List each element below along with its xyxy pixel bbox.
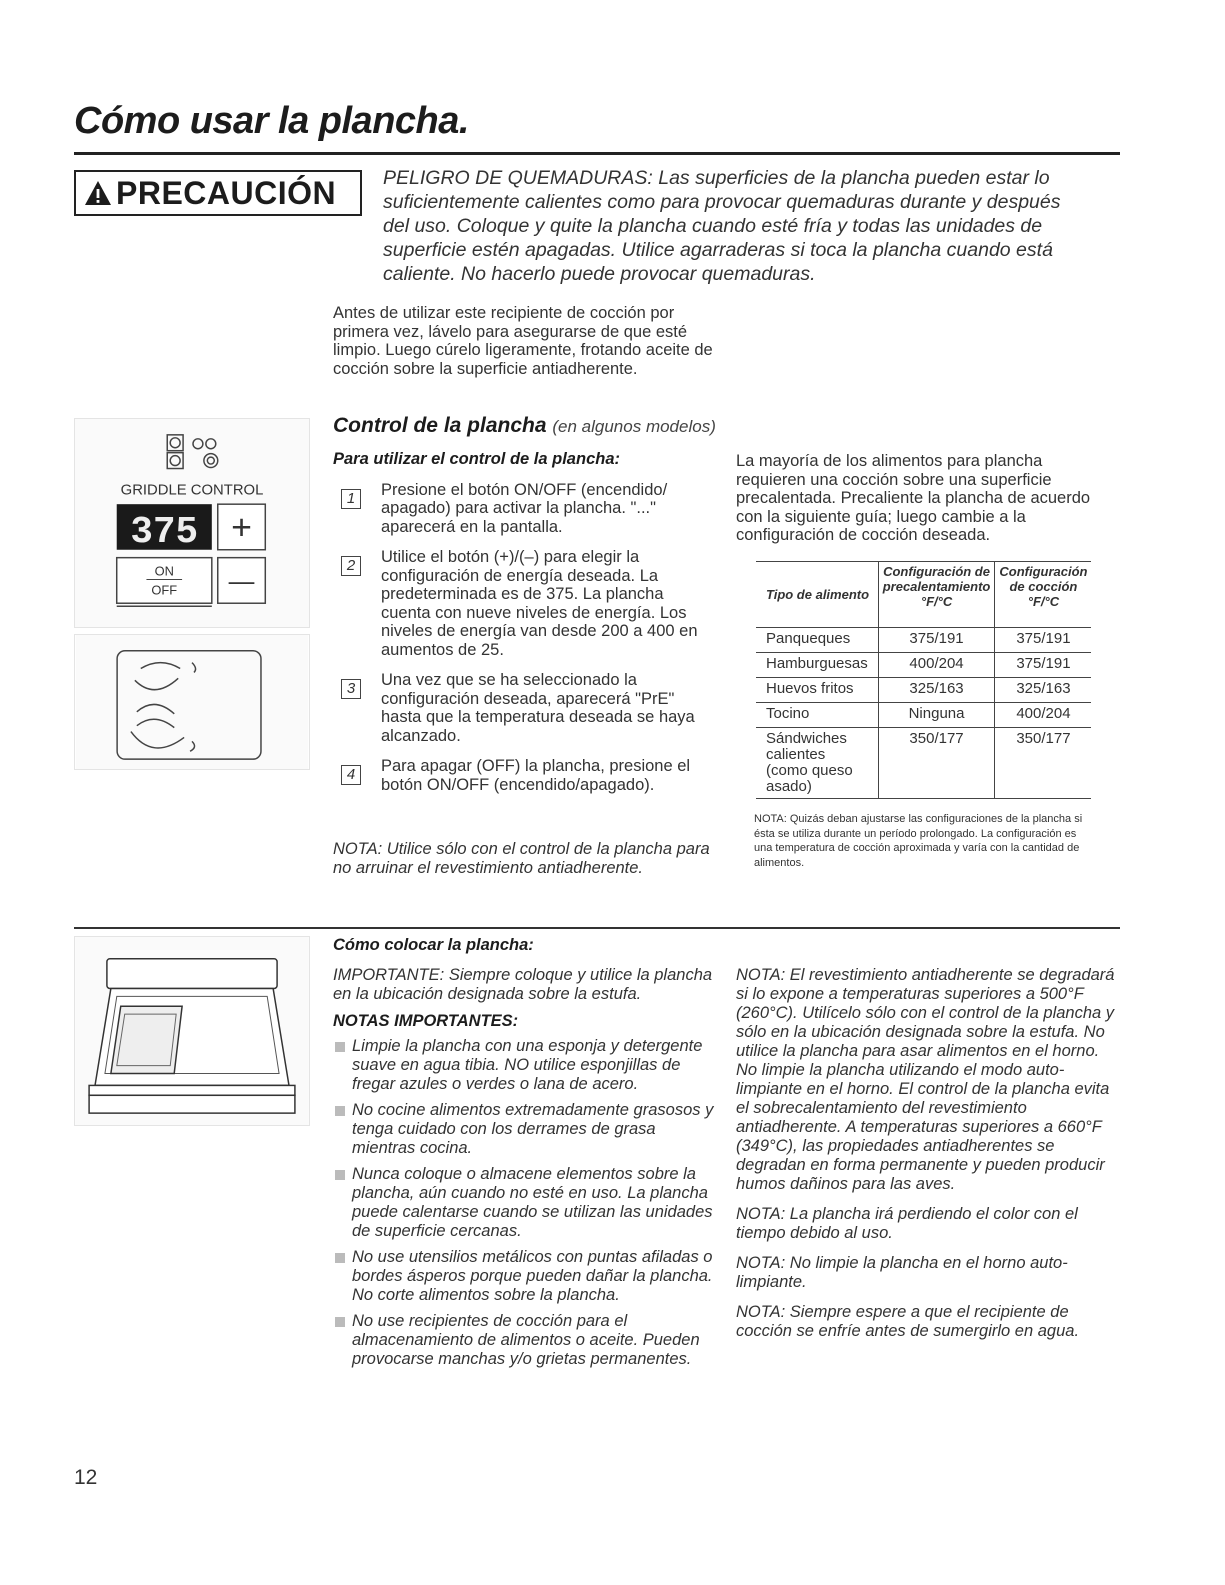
guide-intro: La mayoría de los alimentos para plancha requieren una cocción sobre una superficie precalentada. Precaliente la plancha de acuerdo con la siguiente guía; luego cambie a la configuración de cocción deseada.	[736, 452, 1091, 544]
table-cell: Panqueques	[756, 628, 878, 653]
table-cell: 375/191	[878, 628, 995, 653]
table-cell: 325/163	[995, 678, 1092, 703]
table-cell: Hamburguesas	[756, 653, 878, 678]
table-row	[756, 628, 1091, 653]
control-note: NOTA: Utilice sólo con el control de la plancha para no arruinar el revestimiento antiadherente.	[333, 840, 710, 877]
step-item	[333, 671, 713, 745]
control-steps	[333, 450, 713, 794]
table-header: Configuración de precalentamiento °F/°C	[878, 562, 995, 628]
step-item	[333, 548, 713, 659]
notas-heading: NOTAS IMPORTANTES:	[333, 1012, 519, 1030]
cooktop-burner-illustration	[74, 634, 310, 770]
important-notes-list	[333, 1037, 718, 1369]
placement-heading: Cómo colocar la plancha:	[333, 936, 534, 954]
griddle-control-label: GRIDDLE CONTROL	[120, 482, 264, 499]
table-cell: Huevos fritos	[756, 678, 878, 703]
griddle-control-illustration	[74, 418, 310, 628]
intro-text: Antes de utilizar este recipiente de cocción por primera vez, lávelo para asegurarse de que esté limpio. Luego cúrelo ligeramente, frotando aceite de cocción sobre la superficie antiadherente.	[333, 304, 713, 378]
table-header: Tipo de alimento	[766, 587, 870, 602]
table-row	[756, 653, 1091, 678]
table-row	[756, 703, 1091, 728]
table-cell: 375/191	[995, 628, 1092, 653]
note-paragraph: NOTA: No limpie la plancha en el horno auto-limpiante.	[736, 1254, 1068, 1291]
table-header: Configuración de cocción °F/°C	[995, 562, 1092, 628]
table-cell: 400/204	[995, 703, 1092, 728]
control-subheading: Para utilizar el control de la plancha:	[333, 450, 620, 468]
step-text: Presione el botón ON/OFF (encendido/ apagado) para activar la plancha. "..." aparecerá en la pantalla.	[381, 480, 668, 536]
table-row	[756, 678, 1091, 703]
step-number: 1	[341, 489, 361, 509]
page-number: 12	[74, 1466, 98, 1489]
placement-notes-right	[736, 966, 1116, 1352]
table-cell: 350/177	[995, 728, 1092, 799]
step-number: 3	[341, 679, 361, 699]
note-paragraph: NOTA: El revestimiento antiadherente se degradará si lo expone a temperaturas superiores a 500°F (260°C). Utilícelo sólo con el control de la plancha y sólo en la ubicación designada sobre la estufa. No utilice la plancha para asar alimentos en el horno. No limpie la plancha utilizando el modo auto-limpiante en el horno. El control de la plancha evita el sobrecalentamiento del revestimiento antiadherente. A temperaturas superiores a 660°F (349°C), las propiedades antiadherentes se degradan en forma permanente y pueden producir humos dañinos para las aves.	[736, 966, 1115, 1193]
table-cell: 375/191	[995, 653, 1092, 678]
step-text: Para apagar (OFF) la plancha, presione el botón ON/OFF (encendido/apagado).	[381, 757, 691, 794]
note-paragraph: NOTA: Siempre espere a que el recipiente de cocción se enfríe antes de sumergirlo en agua.	[736, 1303, 1080, 1340]
step-number: 2	[341, 556, 361, 576]
display-value: 375	[130, 511, 199, 554]
important-text: IMPORTANTE: Siempre coloque y utilice la plancha en la ubicación designada sobre la estufa.	[333, 966, 713, 1003]
page-title: Cómo usar la plancha.	[74, 100, 469, 142]
caution-label: PRECAUCIÓN	[116, 174, 337, 211]
off-label: OFF	[151, 582, 178, 598]
caution-label-box	[74, 170, 362, 216]
control-heading-sub: (en algunos modelos)	[552, 417, 716, 436]
section-divider	[74, 927, 1120, 929]
step-number: 4	[341, 765, 361, 785]
table-cell: 350/177	[878, 728, 995, 799]
control-section-heading	[333, 414, 716, 438]
step-text: Utilice el botón (+)/(–) para elegir la configuración de energía deseada. La predeterminada es de 375. La plancha cuenta con nueve niveles de energía. Los niveles de energía van desde 200 a 400 en aumentos de 25.	[381, 548, 698, 659]
plus-icon: +	[231, 506, 252, 547]
table-cell: Sándwiches calientes (como queso asado)	[756, 728, 878, 799]
note-paragraph: NOTA: La plancha irá perdiendo el color con el tiempo debido al uso.	[736, 1205, 1078, 1242]
list-item: No cocine alimentos extremadamente grasosos y tenga cuidado con los derrames de grasa mientras cocina.	[333, 1101, 718, 1158]
list-item: No use utensilios metálicos con puntas afiladas o bordes ásperos porque pueden dañar la plancha. No corte alimentos sobre la plancha.	[333, 1248, 718, 1305]
table-header-row	[756, 562, 1091, 628]
table-cell: Tocino	[756, 703, 878, 728]
on-label: ON	[154, 563, 174, 579]
table-cell: 400/204	[878, 653, 995, 678]
table-cell: 325/163	[878, 678, 995, 703]
minus-icon: —	[228, 567, 255, 596]
title-divider	[74, 152, 1120, 155]
step-item	[333, 757, 713, 794]
control-heading-text: Control de la plancha	[333, 414, 547, 437]
preheat-guide-table	[756, 561, 1091, 799]
table-row	[756, 728, 1091, 799]
caution-text: PELIGRO DE QUEMADURAS: Las superficies de la plancha pueden estar lo suficientemente calientes como para provocar quemaduras durante y después del uso. Coloque y quite la plancha cuando esté fría y todas las unidades de superficie estén apagadas. Utilice agarraderas si toca la plancha cuando está caliente. No hacerlo puede provocar quemaduras.	[383, 167, 1061, 285]
list-item: Limpie la plancha con una esponja y detergente suave en agua tibia. NO utilice esponjillas de fregar azules o verdes o lana de acero.	[333, 1037, 718, 1094]
step-text: Una vez que se ha seleccionado la configuración deseada, aparecerá "PrE" hasta que la temperatura deseada se haya alcanzado.	[381, 671, 695, 745]
step-item	[333, 481, 713, 537]
table-cell: Ninguna	[878, 703, 995, 728]
warning-icon	[84, 179, 112, 207]
list-item: No use recipientes de cocción para el almacenamiento de alimentos o aceite. Pueden provocarse manchas y/o grietas permanentes.	[333, 1312, 718, 1369]
list-item: Nunca coloque o almacene elementos sobre la plancha, aún cuando no esté en uso. La plancha puede calentarse cuando se utilizan las unidades de superficie cercanas.	[333, 1165, 718, 1241]
placement-important	[333, 966, 718, 1376]
table-note: NOTA: Quizás deban ajustarse las configuraciones de la plancha si ésta se utiliza durante un período prolongado. La configuración es una temperatura de cocción aproximada y varía con la cantidad de alimentos.	[754, 813, 1083, 869]
griddle-placement-illustration	[74, 936, 310, 1126]
